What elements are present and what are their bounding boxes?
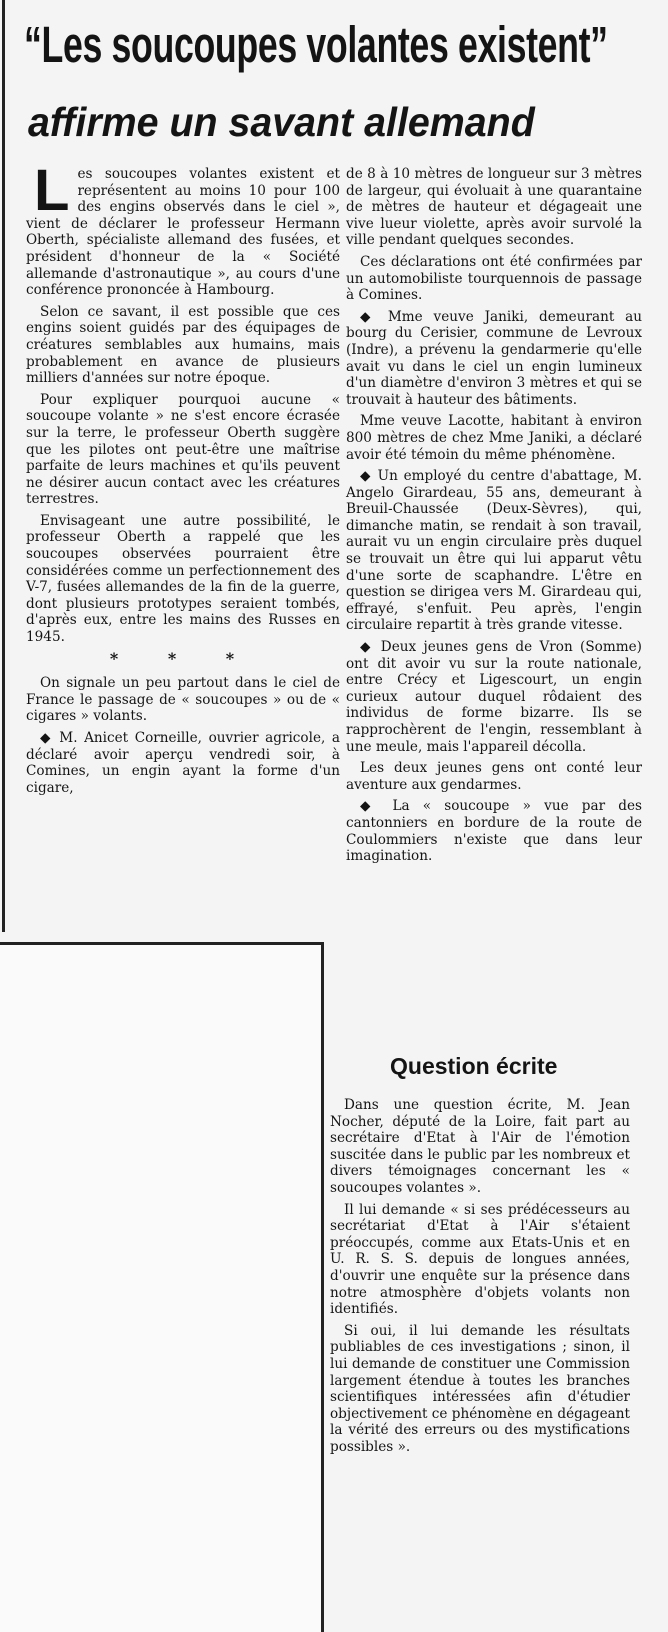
article-left-column <box>26 158 340 801</box>
paragraph: Les deux jeunes gens ont conté leur aventure aux gendarmes. <box>346 760 642 793</box>
paragraph: ◆ M. Anicet Corneille, ouvrier agricole, a déclaré avoir aperçu vendredi soir, à Comines, un engin ayant la forme d'un cigare, <box>26 730 340 796</box>
article-right-column <box>346 166 642 870</box>
headline-subtitle: affirme un savant allemand <box>28 99 535 145</box>
dropcap: L <box>34 158 70 223</box>
paragraph: Il lui demande « si ses prédécesseurs au secrétariat d'Etat à l'Air s'étaient préoccupés, comme aux Etats-Unis et en U. R. S. S. depuis de longues années, d'ouvrir une enquête sur la présence dans notre atmosphère d'objets volants non identifiés. <box>330 1201 630 1318</box>
paragraph: Mme veuve Lacotte, habitant à environ 800 mètres de chez Mme Janiki, a déclaré avoir été témoin du même phénomène. <box>346 413 642 463</box>
headline-title: “Les soucoupes volantes existent” <box>24 16 608 73</box>
paragraph: Pour expliquer pourquoi aucune « soucoupe volante » ne s'est encore écrasée sur la terre, le professeur Oberth suggère que les pilotes ont peut-être une maîtrise parfaite de leurs machines et qu'ils peuvent ne désirer aucun contact avec les créatures terrestres. <box>26 391 340 508</box>
paragraph: de 8 à 10 mètres de longueur sur 3 mètres de largeur, qui évoluait à une quarantaine de mètres de hauteur et dégageait une vive lueur violette, après avoir survolé la ville pendant quelques secondes. <box>346 166 642 249</box>
paragraph: On signale un peu partout dans le ciel de France le passage de « soucoupes » ou de « cigares » volants. <box>26 675 340 725</box>
paragraph: Selon ce savant, il est possible que ces engins soient guidés par des équipages de créatures semblables aux humains, mais probablement en avance de plusieurs milliers d'années sur notre époque. <box>26 303 340 387</box>
paragraph: ◆ Deux jeunes gens de Vron (Somme) ont dit avoir vu sur la route nationale, entre Crécy et Ligescourt, un engin curieux autour duquel rôdaient des individus de forme bizarre. Ils se rapprochèrent de l'engin, ressemblant à une meule, mais l'appareil décolla. <box>346 639 642 755</box>
question-heading: Question écrite <box>390 1053 558 1079</box>
paragraph: ◆ La « soucoupe » vue par des cantonniers en bordure de la route de Coulommiers n'existe que dans leur imagination. <box>346 798 642 865</box>
clipping-cutout-blank <box>0 942 322 1632</box>
paragraph: Ces déclarations ont été confirmées par un automobiliste tourquennois de passage à Comines. <box>346 253 642 304</box>
paragraph: Dans une question écrite, M. Jean Nocher, député de la Loire, fait part au secrétaire d'Etat à l'Air de l'émotion suscitée dans le public par les nombreux et divers témoignages concernant les « soucoupes volantes ». <box>330 1097 630 1196</box>
paragraph: Si oui, il lui demande les résultats publiables de ces investigations ; sinon, il lui demande de constituer une Commission largement étendue à toutes les branches scientifiques intéressées afin d'étudier objectivement ce phénomène en dégageant la vérité des erreurs ou des mystifications possibles ». <box>330 1322 630 1455</box>
section-separator: * * * <box>109 648 257 668</box>
question-column <box>330 1097 630 1460</box>
cut-border-right <box>321 942 324 1632</box>
paragraph: ◆ Un employé du centre d'abattage, M. Angelo Girardeau, 55 ans, demeurant à Breuil-Chaussée (Deux-Sèvres), qui, dimanche matin, se rendait à son travail, aurait vu un engin circulaire près duquel se trouvait un être qui lui apparut vêtu d'une sorte de scaphandre. L'être en question se dirigea vers M. Girardeau qui, effrayé, s'enfuit. Peu après, l'engin circulaire repartit à très grande vitesse. <box>346 468 642 634</box>
left-border-rule <box>2 0 5 932</box>
cut-border-top <box>0 942 324 945</box>
paragraph: Les soucoupes volantes existent et représentent au moins 10 pour 100 des engins observés dans le ciel », vient de déclarer le professeur Hermann Oberth, spécialiste allemand des fusées, et président d'honneur de la « Société allemande d'astronautique », au cours d'une conférence prononcée à Hambourg. <box>26 158 340 299</box>
paragraph: Envisageant une autre possibilité, le professeur Oberth a rappelé que les soucoupes observées pourraient être considérées comme un perfectionnement des V-7, fusées allemandes de la fin de la guerre, dont plusieurs prototypes seraient tombés, d'après eux, entre les mains des Russes en 1945. <box>26 512 340 646</box>
paragraph: ◆ Mme veuve Janiki, demeurant au bourg du Cerisier, commune de Levroux (Indre), a prévenu la gendarmerie qu'elle avait vu dans le ciel un engin lumineux d'un diamètre d'environ 3 mètres et qui se trouvait à hauteur des bâtiments. <box>346 308 642 408</box>
